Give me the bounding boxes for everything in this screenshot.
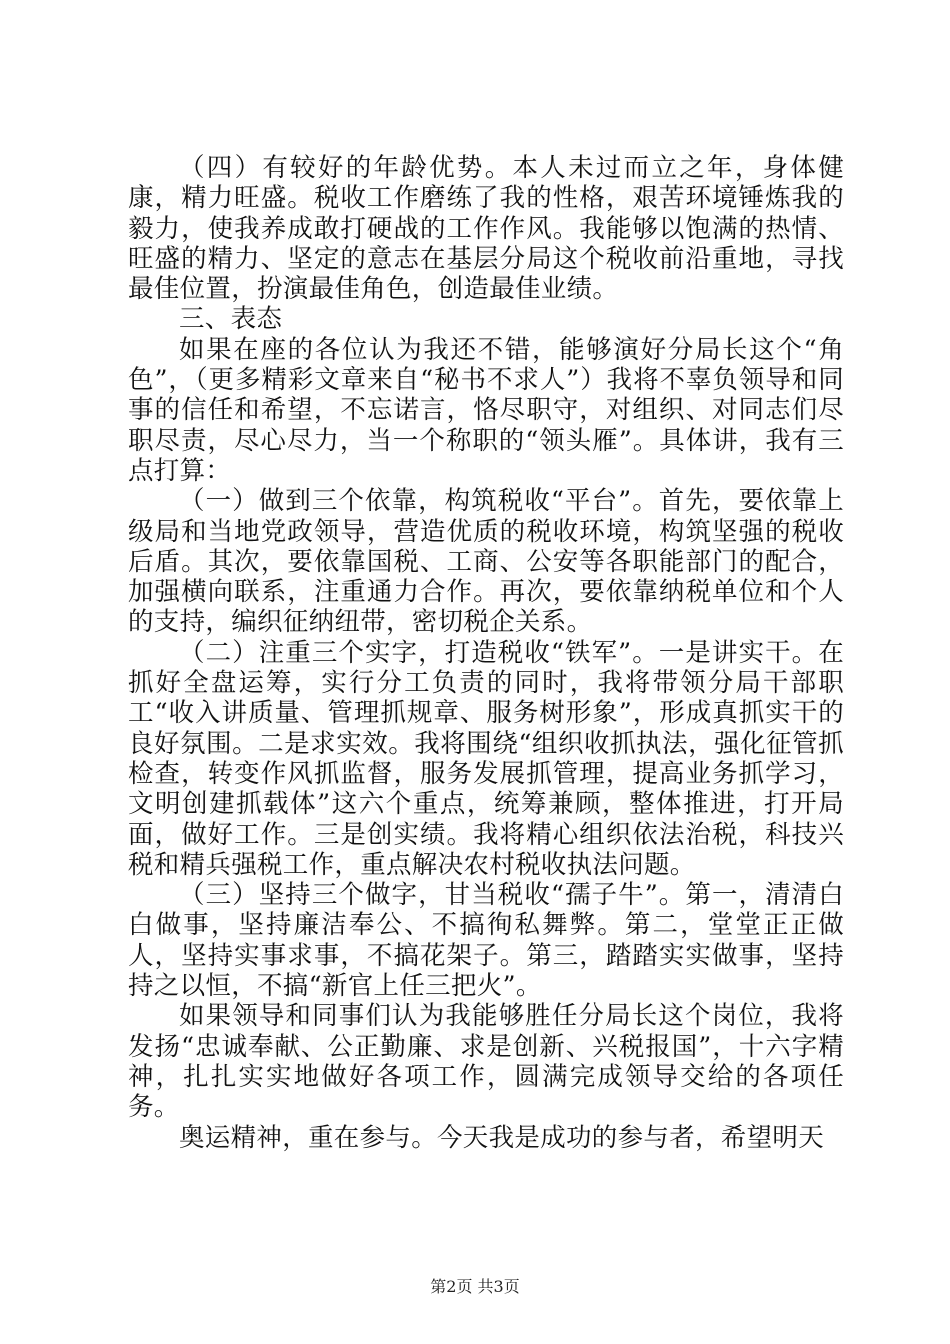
page-footer: 第2页 共3页 <box>430 1277 520 1296</box>
paragraph-commitment: 如果领导和同事们认为我能够胜任分局长这个岗位，我将发扬“忠诚奉献、公正勤廉、求是创新、兴税报国”，十六字精神，扎扎实实地做好各项工作，圆满完成领导交给的各项任务。 <box>128 1001 844 1123</box>
paragraph-age-advantage: （四）有较好的年龄优势。本人未过而立之年，身体健康，精力旺盛。税收工作磨练了我的性格，艰苦环境锤炼我的毅力，使我养成敢打硬战的工作作风。我能够以饱满的热情、旺盛的精力、坚定的意志在基层分局这个税收前沿重地，寻找最佳位置，扮演最佳角色，创造最佳业绩。 <box>128 153 844 305</box>
paragraph-plan-one: （一）做到三个依靠，构筑税收“平台”。首先，要依靠上级局和当地党政领导，营造优质的税收环境，构筑坚强的税收后盾。其次，要依靠国税、工商、公安等各职能部门的配合，加强横向联系，注重通力合作。再次，要依靠纳税单位和个人的支持，编织征纳纽带，密切税企关系。 <box>128 486 844 638</box>
section-heading-statement: 三、表态 <box>179 304 283 335</box>
document-body <box>128 153 844 1153</box>
paragraph-olympic-spirit: 奥运精神，重在参与。今天我是成功的参与者，希望明天 <box>179 1122 825 1153</box>
paragraph-statement-intro: 如果在座的各位认为我还不错，能够演好分局长这个“角色”，（更多精彩文章来自“秘书不求人”）我将不辜负领导和同事的信任和希望，不忘诺言，恪尽职守，对组织、对同志们尽职尽责，尽心尽力，当一个称职的“领头雁”。具体讲，我有三点打算： <box>128 334 844 486</box>
paragraph-plan-two: （二）注重三个实字，打造税收“铁军”。一是讲实干。在抓好全盘运筹，实行分工负责的同时，我将带领分局干部职工“收入讲质量、管理抓规章、服务树形象”，形成真抓实干的良好氛围。二是求实效。我将围绕“组织收抓执法，强化征管抓检查，转变作风抓监督，服务发展抓管理，提高业务抓学习，文明创建抓载体”这六个重点，统筹兼顾，整体推进，打开局面，做好工作。三是创实绩。我将精心组织依法治税，科技兴税和精兵强税工作，重点解决农村税收执法问题。 <box>128 637 844 880</box>
paragraph-plan-three: （三）坚持三个做字，甘当税收“孺子牛”。第一，清清白白做事，坚持廉洁奉公、不搞徇私舞弊。第二，堂堂正正做人，坚持实事求事，不搞花架子。第三，踏踏实实做事，坚持持之以恒，不搞“新官上任三把火”。 <box>128 880 844 1002</box>
